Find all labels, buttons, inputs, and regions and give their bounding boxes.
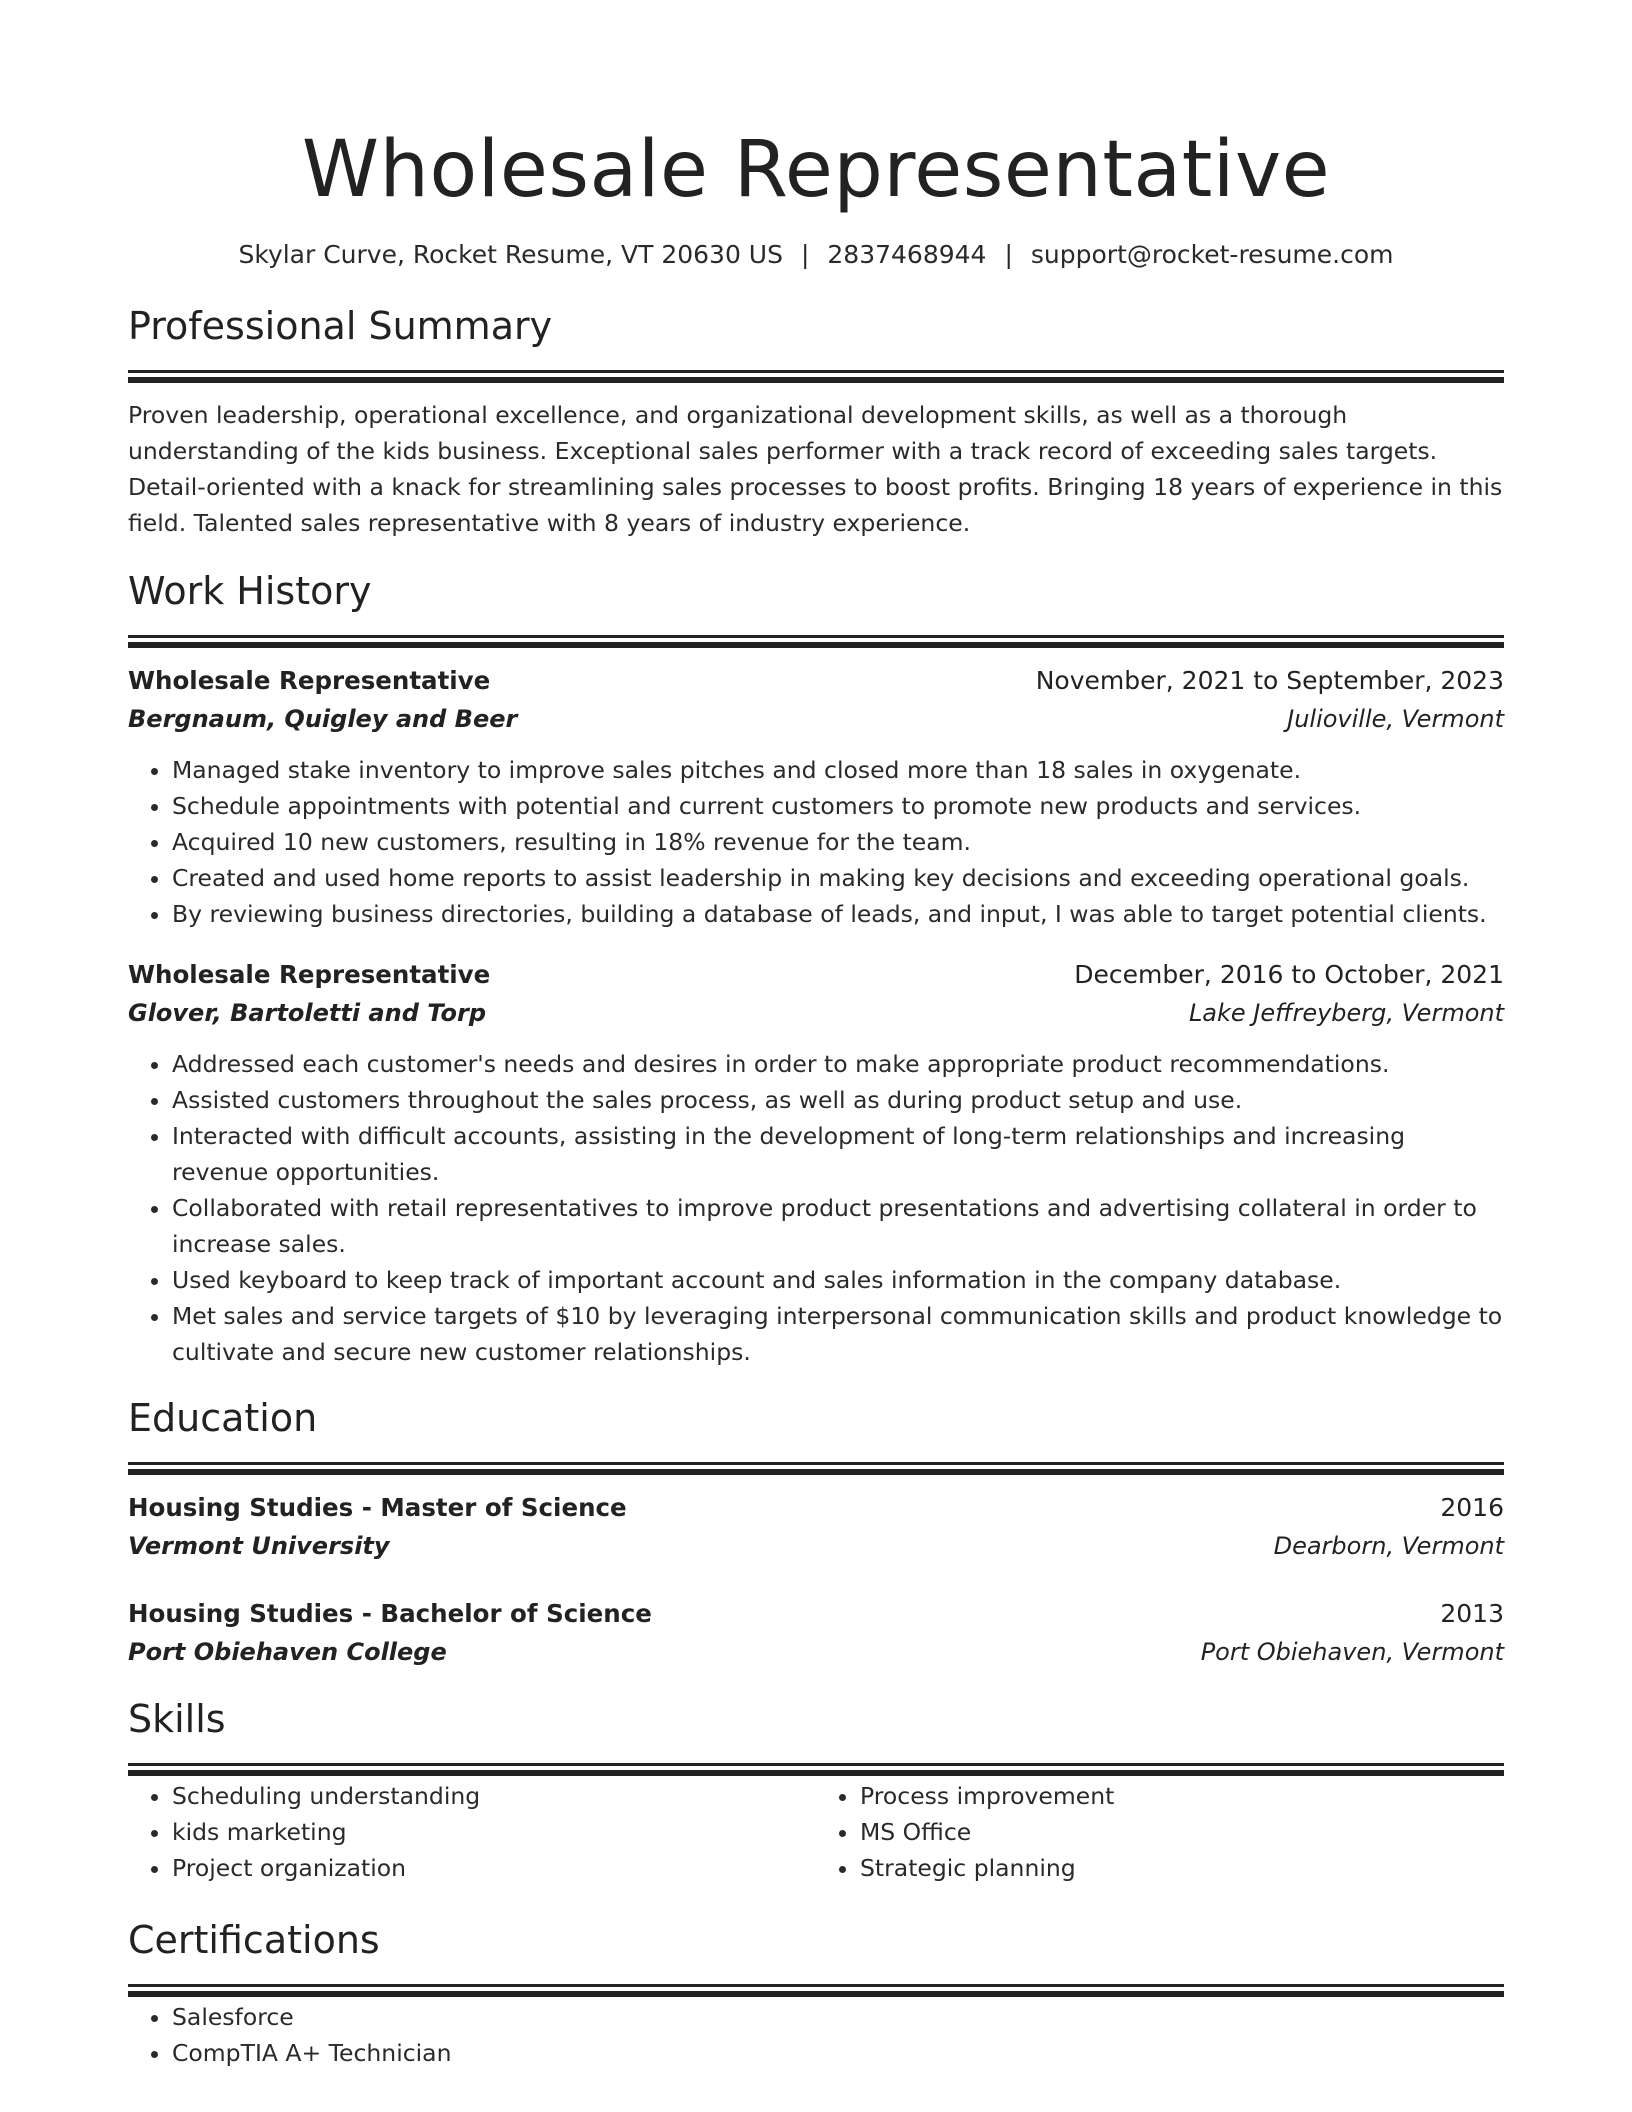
contact-separator: | — [1004, 240, 1013, 269]
job-company: Glover, Bartoletti and Torp — [128, 999, 487, 1027]
section-divider — [128, 1984, 1504, 1987]
list-item: • Used keyboard to keep track of important account and sales information in the company database. — [172, 1262, 1504, 1298]
degree: Housing Studies - Bachelor of Science — [128, 1599, 652, 1628]
list-item: • Addressed each customer's needs and desires in order to make appropriate product recommendations. — [172, 1046, 1504, 1082]
job-bullets — [128, 752, 1504, 932]
list-item: • By reviewing business directories, building a database of leads, and input, I was able to target potential clients. — [172, 896, 1504, 932]
section-title: Certifications — [128, 1918, 380, 1962]
contact-phone: 2837468944 — [827, 240, 987, 269]
resume-name: Wholesale Representative — [301, 125, 1331, 215]
graduation-year: 2013 — [1440, 1599, 1504, 1628]
section-title: Education — [128, 1396, 318, 1440]
contact-email: support@rocket-resume.com — [1030, 240, 1394, 269]
list-item: • Collaborated with retail representatives to improve product presentations and advertising collateral in order to increase sales. — [172, 1190, 1504, 1262]
skills-section — [128, 1695, 1504, 1886]
section-title: Professional Summary — [128, 304, 553, 348]
job-title: Wholesale Representative — [128, 666, 491, 695]
skills-column-right — [816, 1778, 1504, 1886]
job-dates: November, 2021 to September, 2023 — [1035, 666, 1504, 695]
job-location: Julioville, Vermont — [1287, 705, 1504, 733]
school-location: Dearborn, Vermont — [1273, 1532, 1504, 1560]
list-item: • Interacted with difficult accounts, assisting in the development of long-term relationships and increasing revenue opportunities. — [172, 1118, 1504, 1190]
certifications-section — [128, 1916, 1504, 2071]
list-item: • Strategic planning — [860, 1850, 1504, 1886]
list-item: • Process improvement — [860, 1778, 1504, 1814]
summary-section — [128, 302, 1504, 541]
job-dates: December, 2016 to October, 2021 — [1074, 960, 1504, 989]
skills-column-left — [128, 1778, 816, 1886]
graduation-year: 2016 — [1440, 1493, 1504, 1522]
job-title: Wholesale Representative — [128, 960, 491, 989]
list-item: • MS Office — [860, 1814, 1504, 1850]
section-divider — [128, 370, 1504, 373]
degree: Housing Studies - Master of Science — [128, 1493, 627, 1522]
education-entry — [128, 1595, 1504, 1671]
contact-separator: | — [800, 240, 810, 269]
certifications-list — [128, 1999, 1504, 2071]
section-divider — [128, 1462, 1504, 1465]
section-divider — [128, 635, 1504, 638]
list-item: • Salesforce — [172, 1999, 1504, 2035]
job-location: Lake Jeffreyberg, Vermont — [1188, 999, 1504, 1027]
list-item: • Project organization — [172, 1850, 816, 1886]
summary-text: Proven leadership, operational excellence, and organizational development skills, as well as a thorough understanding of the kids business. Exceptional sales performer with a track record of exceeding sales targets. Detail-oriented with a knack for streamlining sales processes to boost profits. Bringing 18 years of experience in this field. Talented sales representative with 8 years of industry experience. — [128, 401, 1503, 537]
education-section — [128, 1394, 1504, 1671]
contact-line — [128, 238, 1504, 272]
list-item: • Managed stake inventory to improve sales pitches and closed more than 18 sales in oxygenate. — [172, 752, 1504, 788]
list-item: • kids marketing — [172, 1814, 816, 1850]
list-item: • Met sales and service targets of $10 by leveraging interpersonal communication skills and product knowledge to cultivate and secure new customer relationships. — [172, 1298, 1504, 1370]
list-item: • Schedule appointments with potential and current customers to promote new products and services. — [172, 788, 1504, 824]
work-history-section — [128, 567, 1504, 1370]
list-item: • CompTIA A+ Technician — [172, 2035, 1504, 2071]
section-title: Work History — [128, 569, 372, 613]
list-item: • Assisted customers throughout the sales process, as well as during product setup and use. — [172, 1082, 1504, 1118]
skills-grid — [128, 1778, 1504, 1886]
list-item: • Created and used home reports to assist leadership in making key decisions and exceeding operational goals. — [172, 860, 1504, 896]
job-entry — [128, 956, 1504, 1370]
list-item: • Scheduling understanding — [172, 1778, 816, 1814]
list-item: • Acquired 10 new customers, resulting in 18% revenue for the team. — [172, 824, 1504, 860]
education-entry — [128, 1489, 1504, 1565]
section-title: Skills — [128, 1697, 226, 1741]
school-name: Vermont University — [128, 1532, 390, 1560]
job-company: Bergnaum, Quigley and Beer — [128, 705, 518, 733]
job-bullets — [128, 1046, 1504, 1370]
school-location: Port Obiehaven, Vermont — [1200, 1638, 1504, 1666]
school-name: Port Obiehaven College — [128, 1638, 447, 1666]
contact-address: Skylar Curve, Rocket Resume, VT 20630 US — [238, 240, 783, 269]
section-divider — [128, 1763, 1504, 1766]
job-entry — [128, 662, 1504, 932]
